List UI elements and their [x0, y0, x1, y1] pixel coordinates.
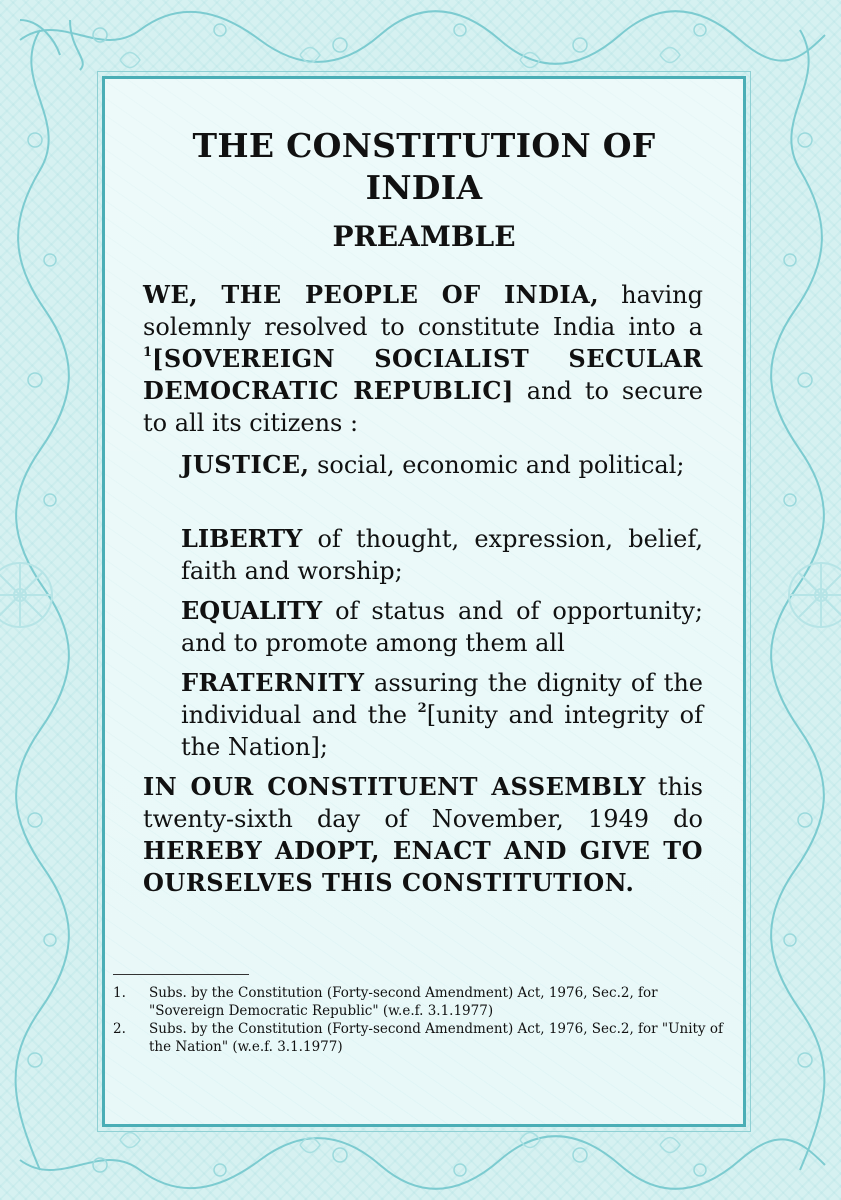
footnote-text: Subs. by the Constitution (Forty-second Amendment) Act, 1976, Sec.2, for "Unity of the Nation" (w.e.f. 3.1.1977) — [149, 1021, 723, 1055]
footnote-2 — [113, 1020, 723, 1056]
item-text: of status and of opportunity; and to promote among them all — [181, 597, 703, 657]
footnote-number: 1. — [113, 985, 126, 1001]
footnote-number: 2. — [113, 1021, 126, 1037]
title-line-1: THE CONSTITUTION OF — [192, 126, 656, 165]
footnote-1 — [113, 984, 723, 1020]
footnote-divider — [113, 974, 249, 975]
people-of-india: WE, THE PEOPLE OF INDIA, — [143, 280, 600, 309]
adoption-declaration: HEREBY ADOPT, ENACT AND GIVE TO OURSELVES THIS CONSTITUTION. — [143, 836, 703, 897]
preamble-heading: PREAMBLE — [332, 220, 516, 253]
preamble-item-liberty — [181, 523, 703, 587]
item-term: EQUALITY — [181, 596, 323, 625]
footnote-text: Subs. by the Constitution (Forty-second Amendment) Act, 1976, Sec.2, for "Sovereign Democratic Republic" (w.e.f. 3.1.1977) — [149, 985, 658, 1019]
item-text-2: [unity and integrity of the Nation]; — [181, 701, 703, 761]
item-text: assuring the dignity of the individual and the — [181, 669, 703, 729]
preamble-item-equality — [181, 595, 703, 659]
ashoka-chakra-icon — [0, 540, 60, 650]
footnotes — [113, 984, 723, 1056]
intro-text: having solemnly resolved to constitute India into a — [143, 281, 703, 341]
closing-text: this twenty-sixth day of November, 1949 do — [143, 773, 703, 833]
republic-declaration: [SOVEREIGN SOCIALIST SECULAR DEMOCRATIC REPUBLIC] — [143, 344, 703, 405]
document-title — [105, 125, 743, 209]
preamble-intro — [143, 279, 703, 439]
title-line-2: INDIA — [365, 168, 483, 207]
item-text: of thought, expression, belief, faith and worship; — [181, 525, 703, 585]
item-term: LIBERTY — [181, 524, 303, 553]
footnote-ref-1: 1 — [143, 345, 153, 360]
intro-end: and to secure to all its citizens : — [143, 377, 703, 437]
item-term: JUSTICE, — [181, 450, 310, 479]
ashoka-chakra-icon — [781, 540, 841, 650]
preamble-closing — [143, 771, 703, 899]
item-term: FRATERNITY — [181, 668, 365, 697]
preamble-item-fraternity — [181, 667, 703, 763]
preamble-item-justice — [181, 449, 703, 481]
constituent-assembly: IN OUR CONSTITUENT ASSEMBLY — [143, 772, 646, 801]
item-text: social, economic and political; — [309, 451, 685, 479]
preamble-panel — [102, 76, 746, 1127]
footnote-ref-2: 2 — [417, 701, 427, 716]
